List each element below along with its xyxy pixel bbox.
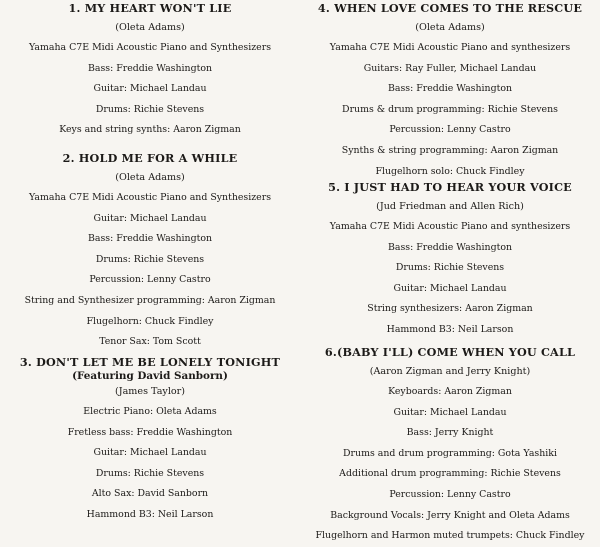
track-writers: (Oleta Adams) [415,22,485,33]
credit-line: Bass: Jerry Knight [406,427,494,439]
credit-line: Tenor Sax: Tom Scott [99,336,201,348]
track-5 [300,177,600,341]
track-writers: (James Taylor) [114,386,186,397]
credit-line: String and Synthesizer programming: Aaron Zigman [24,294,276,306]
credit-line: Guitar: Michael Landau [93,83,207,95]
track-writers: (Oleta Adams) [115,22,185,33]
track-1 [0,0,300,141]
credit-line: Additional drum programming: Richie Stevens [339,468,561,480]
credit-line: Drums: Richie Stevens [395,262,505,274]
credit-line: Keys and string synths: Aaron Zigman [59,124,241,136]
track-3 [0,352,300,526]
credit-line: Background Vocals: Jerry Knight and Oleta Adams [330,509,570,521]
credit-line: Bass: Freddie Washington [87,233,213,245]
credit-line: Drums & drum programming: Richie Stevens [342,103,558,115]
credit-line: Bass: Freddie Washington [387,83,513,95]
credit-line: Drums and drum programming: Gota Yashiki [343,447,557,459]
credit-line: Guitar: Michael Landau [393,282,507,294]
credit-line: Percussion: Lenny Castro [89,274,211,286]
credit-line: Fretless bass: Freddie Washington [67,426,233,438]
credit-line: Percussion: Lenny Castro [389,488,511,500]
credit-line: Drums: Richie Stevens [95,103,205,115]
credit-line: Flugelhorn: Chuck Findley [86,315,214,327]
track-title: 5. I JUST HAD TO HEAR YOUR VOICE [328,180,572,194]
credit-line: Bass: Freddie Washington [387,241,513,253]
credit-line: Flugelhorn solo: Chuck Findley [375,165,525,177]
credit-line: Percussion: Lenny Castro [389,124,511,136]
credit-line: Yamaha C7E Midi Acoustic Piano and synthesizers [329,42,571,53]
credit-line: Guitar: Michael Landau [93,212,207,224]
credit-line: Guitar: Michael Landau [93,447,207,459]
credit-line: Alto Sax: David Sanborn [91,488,209,500]
track-writers: (Oleta Adams) [115,172,185,183]
track-title: 2. HOLD ME FOR A WHILE [62,151,238,165]
credit-line: Hammond B3: Neil Larson [386,323,514,335]
credit-line: Synths & string programming: Aaron Zigman [341,144,559,156]
credit-line: String synthesizers: Aaron Zigman [367,303,533,315]
credit-line: Flugelhorn and Harmon muted trumpets: Chuck Findley [315,530,585,542]
track-title: 4. WHEN LOVE COMES TO THE RESCUE [317,1,583,15]
track-4 [300,0,600,182]
track-title: 3. DON'T LET ME BE LONELY TONIGHT [19,355,281,369]
credit-line: Yamaha C7E Midi Acoustic Piano and Synthesizers [28,192,272,203]
credit-line: Yamaha C7E Midi Acoustic Piano and Synthesizers [28,42,272,53]
track-subtitle: (Featuring David Sanborn) [72,370,228,382]
track-writers: (Jud Friedman and Allen Rich) [376,201,524,212]
track-title: 1. MY HEART WON'T LIE [68,1,232,15]
credit-line: Yamaha C7E Midi Acoustic Piano and synthesizers [329,221,571,232]
track-title: 6.(BABY I'LL) COME WHEN YOU CALL [324,345,576,359]
credit-line: Drums: Richie Stevens [95,253,205,265]
credit-line: Keyboards: Aaron Zigman [388,386,512,397]
track-writers: (Aaron Zigman and Jerry Knight) [369,366,531,377]
credit-line: Drums: Richie Stevens [95,467,205,479]
credit-line: Bass: Freddie Washington [87,62,213,74]
credit-line: Hammond B3: Neil Larson [86,508,214,520]
credit-line: Guitar: Michael Landau [393,406,507,418]
credit-line: Electric Piano: Oleta Adams [83,406,217,417]
track-2 [0,148,300,353]
credit-line: Guitars: Ray Fuller, Michael Landau [363,62,537,74]
track-6 [300,342,600,547]
